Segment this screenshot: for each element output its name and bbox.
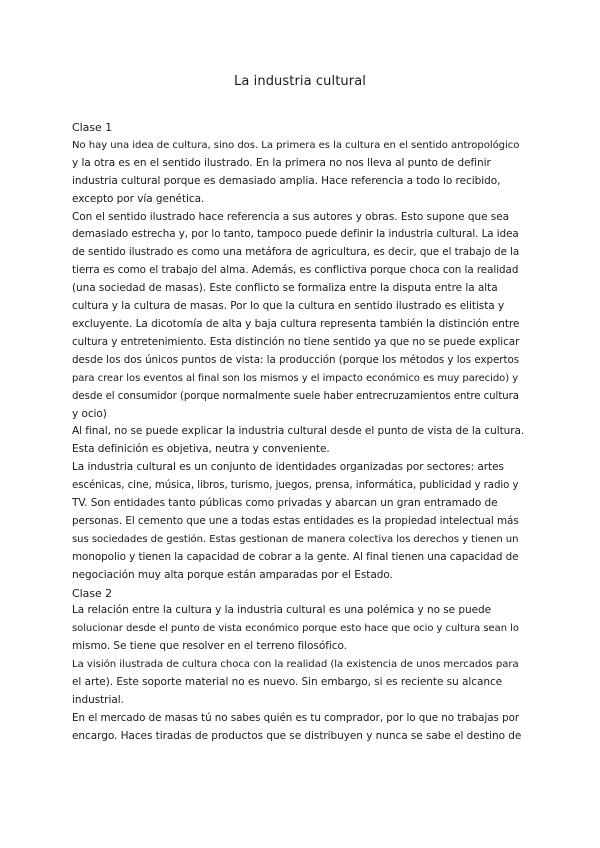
text-line: Esta definición es objetiva, neutra y conveniente. bbox=[72, 443, 330, 456]
text-line: La industria cultural es un conjunto de identidades organizadas por sectores: artes bbox=[72, 461, 504, 474]
text-line: TV. Son entidades tanto públicas como privadas y abarcan un gran entramado de bbox=[72, 497, 498, 510]
text-line: Al final, no se puede explicar la industria cultural desde el punto de vista de la cultura. bbox=[72, 425, 525, 438]
text-line: para crear los eventos al final son los mismos y el impacto económico es muy parecido) y bbox=[72, 372, 519, 384]
text-line: desde el consumidor (porque normalmente suele haber entrecruzamientos entre cultura bbox=[72, 390, 519, 402]
document-title: La industria cultural bbox=[234, 74, 366, 89]
text-line: escénicas, cine, música, libros, turismo, juegos, prensa, informática, publicidad y radio y bbox=[72, 480, 519, 492]
text-line: En el mercado de masas tú no sabes quién es tu comprador, por lo que no trabajas por bbox=[72, 711, 520, 724]
text-line: sus sociedades de gestión. Estas gestionan de manera colectiva los derechos y tienen un bbox=[72, 533, 519, 545]
text-line: personas. El cemento que une a todas estas entidades es la propiedad intelectual más bbox=[72, 514, 519, 527]
text-line: cultura y la cultura de masas. Por lo que la cultura en sentido ilustrado es elitista y bbox=[72, 300, 505, 313]
text-line: negociación muy alta porque están amparadas por el Estado. bbox=[72, 568, 393, 581]
text-line: y ocio) bbox=[72, 407, 107, 420]
text-line: industrial. bbox=[72, 694, 124, 706]
text-line: de sentido ilustrado es como una metáfora de agricultura, es decir, que el trabajo de la bbox=[72, 246, 520, 259]
text-line: y la otra es en el sentido ilustrado. En la primera no nos lleva al punto de definir bbox=[72, 156, 491, 169]
text-line: tierra es como el trabajo del alma. Además, es conflictiva porque choca con la realidad bbox=[72, 264, 519, 277]
text-line: excluyente. La dicotomía de alta y baja cultura representa también la distinción entre bbox=[72, 317, 520, 330]
text-line: encargo. Haces tiradas de productos que se distribuyen y nunca se sabe el destino de bbox=[72, 729, 522, 742]
text-line: solucionar desde el punto de vista económico porque esto hace que ocio y cultura sean lo bbox=[72, 623, 519, 635]
text-line: demasiado estrecha y, por lo tanto, tampoco puede definir la industria cultural. La idea bbox=[72, 228, 519, 241]
section-heading: Clase 1 bbox=[72, 121, 113, 134]
text-line: monopolio y tienen la capacidad de cobrar a la gente. Al final tienen una capacidad de bbox=[72, 550, 519, 563]
document-body bbox=[72, 119, 524, 746]
text-line: No hay una idea de cultura, sino dos. La primera es la cultura en el sentido antropológico bbox=[72, 139, 520, 151]
text-line: La relación entre la cultura y la industria cultural es una polémica y no se puede bbox=[72, 604, 492, 617]
text-line: (una sociedad de masas). Este conflicto se formaliza entre la disputa entre la alta bbox=[72, 282, 498, 295]
text-line: mismo. Se tiene que resolver en el terreno filosófico. bbox=[72, 640, 347, 653]
text-line: el arte). Este soporte material no es nuevo. Sin embargo, si es reciente su alcance bbox=[72, 676, 503, 689]
text-line: industria cultural porque es demasiado amplia. Hace referencia a todo lo recibido, bbox=[72, 174, 501, 187]
text-line: excepto por vía genética. bbox=[72, 192, 205, 205]
text-line: La visión ilustrada de cultura choca con la realidad (la existencia de unos mercados para bbox=[72, 659, 519, 671]
text-line: cultura y entretenimiento. Esta distinción no tiene sentido ya que no se puede explicar bbox=[72, 335, 520, 348]
text-line: Con el sentido ilustrado hace referencia a sus autores y obras. Esto supone que sea bbox=[72, 210, 509, 223]
text-line: desde los dos únicos puntos de vista: la producción (porque los métodos y los expertos bbox=[72, 353, 520, 366]
section-heading: Clase 2 bbox=[72, 586, 113, 600]
